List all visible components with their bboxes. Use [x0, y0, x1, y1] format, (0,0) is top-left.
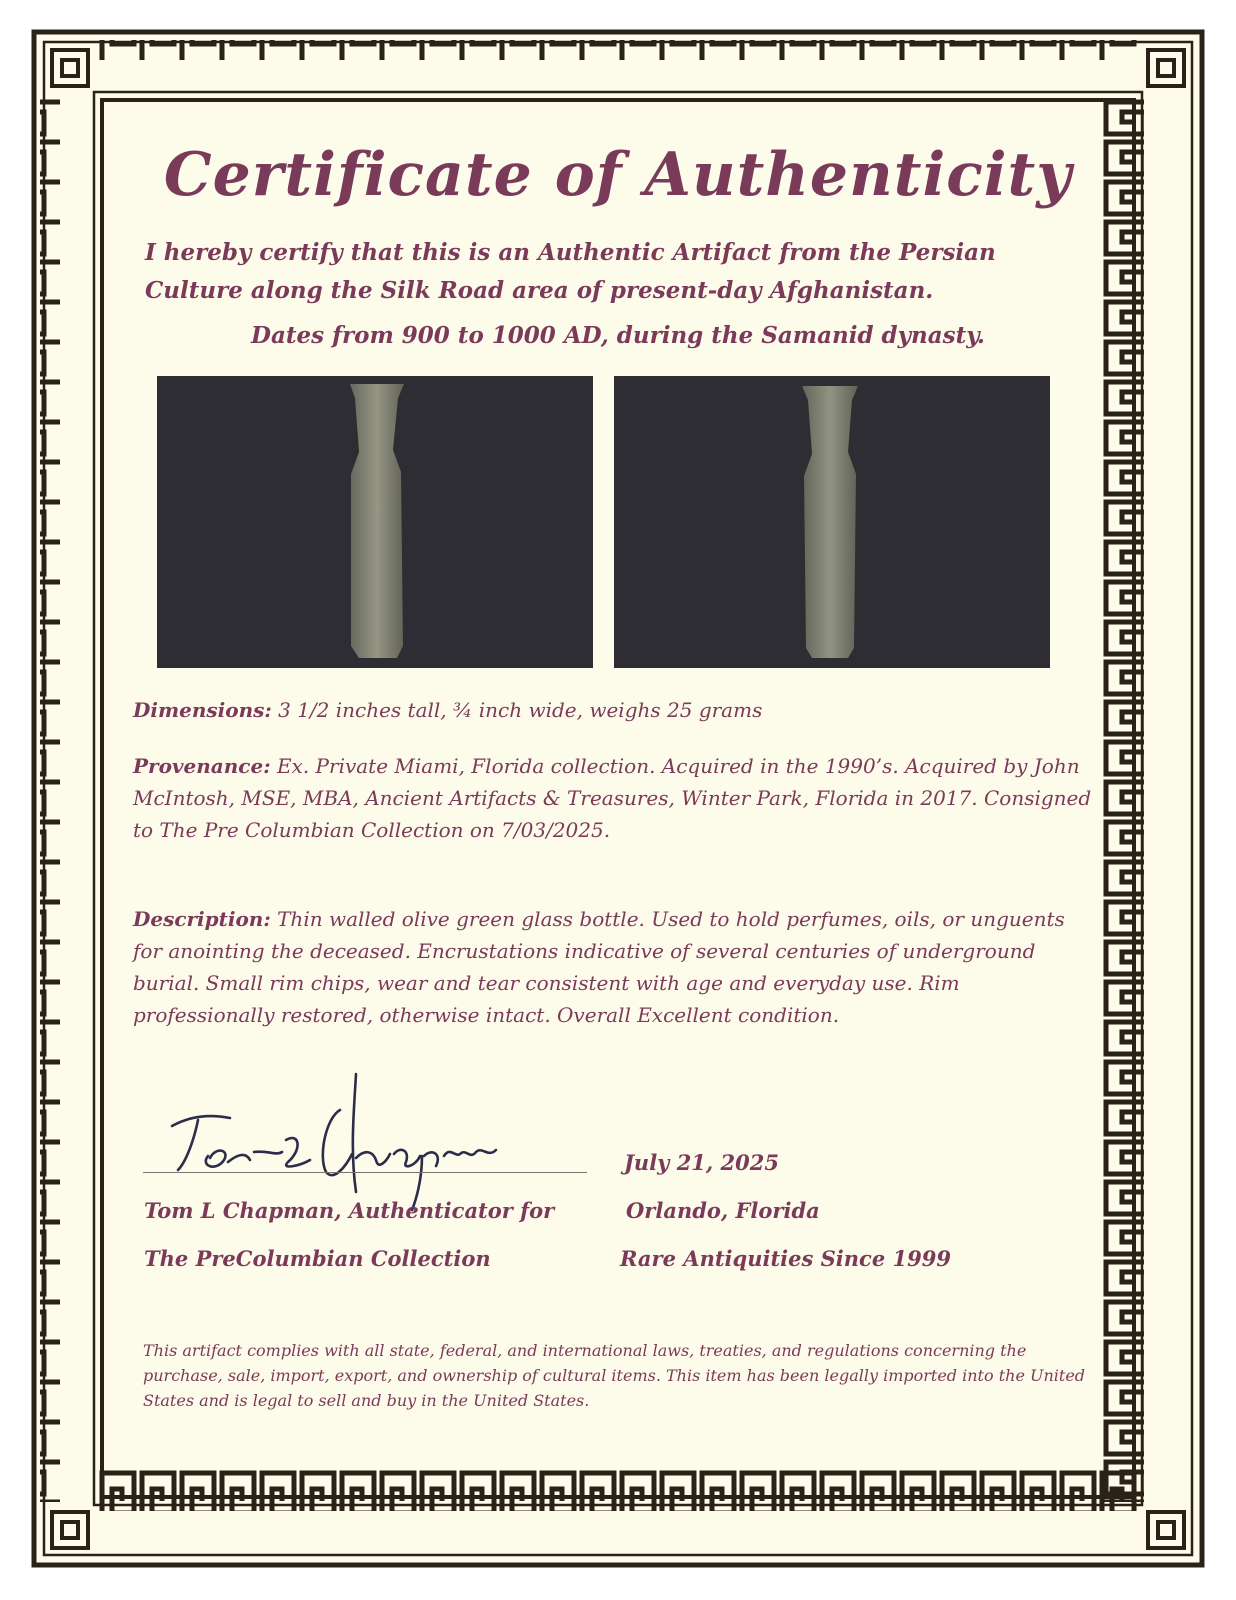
- provenance-section: [133, 750, 1093, 846]
- date-range: Dates from 900 to 1000 AD, during the Samanid dynasty.: [251, 322, 985, 349]
- signer-name: Tom L Chapman, Authenticator for: [144, 1198, 555, 1223]
- signature-line: [143, 1172, 587, 1173]
- company-tagline: Rare Antiquities Since 1999: [620, 1246, 951, 1271]
- artifact-photo-front: [157, 376, 593, 668]
- description-label: Description:: [133, 907, 271, 931]
- dimensions-text: 3 1/2 inches tall, ¾ inch wide, weighs 25 grams: [278, 698, 763, 722]
- signature-date: July 21, 2025: [624, 1150, 779, 1175]
- dimensions-label: Dimensions:: [133, 698, 272, 722]
- signature-location: Orlando, Florida: [626, 1198, 820, 1223]
- legal-notice: This artifact complies with all state, federal, and international laws, treaties, and regulations concerning the purchase, sale, import, export, and ownership of cultural items. This item has been legally imported into the United States and is legal to sell and buy in the United States.: [143, 1341, 1086, 1410]
- signer-organization: The PreColumbian Collection: [144, 1246, 491, 1271]
- description-text: Thin walled olive green glass bottle. Used to hold perfumes, oils, or unguents for anointing the deceased. Encrustations indicative of several centuries of underground burial. Small rim chips, wear and tear consistent with age and everyday use. Rim professionally restored, otherwise intact. Overall Excellent condition.: [133, 907, 1065, 1027]
- certification-statement: I hereby certify that this is an Authentic Artifact from the Persian Culture along the Silk Road area of present-day Afghanistan.: [145, 239, 996, 304]
- artifact-photo-back: [614, 376, 1050, 668]
- page-title: Certificate of Authenticity: [163, 140, 1073, 210]
- dimensions-section: [133, 694, 1093, 726]
- provenance-text: Ex. Private Miami, Florida collection. Acquired in the 1990’s. Acquired by John McIntosh, MSE, MBA, Ancient Artifacts & Treasures, Winter Park, Florida in 2017. Consigned to The Pre Columbian Collection on 7/03/2025.: [133, 754, 1092, 842]
- description-section: [133, 903, 1093, 1031]
- provenance-label: Provenance:: [133, 754, 271, 778]
